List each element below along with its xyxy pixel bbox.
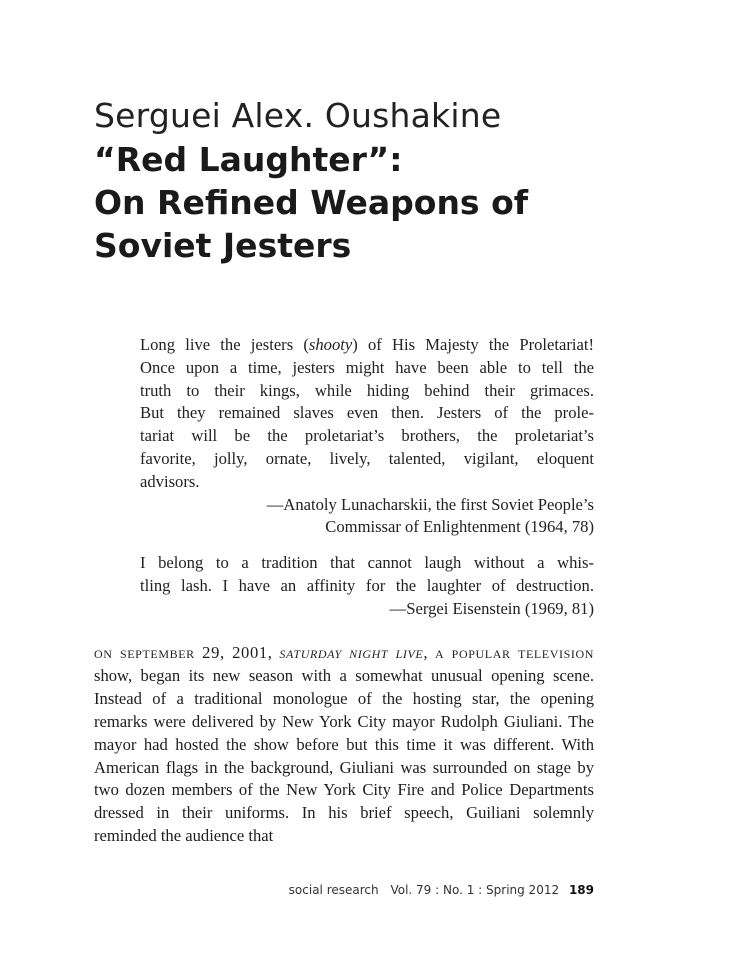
epigraph-line: favorite, jolly, ornate, lively, talented, vigilant, eloquent xyxy=(140,448,594,468)
epigraph-line: tling lash. I have an affinity for the laughter of destruction. xyxy=(140,575,594,595)
body-paragraph xyxy=(94,642,594,848)
epigraph-eisenstein xyxy=(140,552,594,620)
page-footer xyxy=(289,883,594,897)
body-line: remarks were delivered by New York City mayor Rudolph Giuliani. The xyxy=(94,711,594,731)
epigraph-attribution: —Anatoly Lunacharskii, the first Soviet People’s xyxy=(266,494,594,514)
page-number: 189 xyxy=(568,883,594,897)
body-line: Instead of a traditional monologue of the hosting star, the opening xyxy=(94,688,594,708)
volume-info: Vol. 79 : No. 1 : Spring 2012 xyxy=(390,883,560,897)
epigraph-italic-term: shooty xyxy=(308,335,353,354)
epigraph-line: I belong to a tradition that cannot laugh without a whis- xyxy=(140,553,594,572)
epigraph-lunacharskii xyxy=(140,334,594,539)
body-line: mayor had hosted the show before but this time it was different. With xyxy=(94,734,594,754)
epigraph-text: ) of His Majesty the Proletariat! xyxy=(352,335,594,354)
title-line: On Refined Weapons of xyxy=(94,183,529,222)
epigraph-attribution: —Sergei Eisenstein (1969, 81) xyxy=(389,598,594,618)
body-line: reminded the audience that xyxy=(94,826,274,846)
epigraph-text: Long live the jesters ( xyxy=(140,335,309,354)
author-name: Serguei Alex. Oushakine xyxy=(94,96,502,135)
body-line: American flags in the background, Giuliani was surrounded on stage by xyxy=(94,757,594,777)
body-line: show, began its new season with a somewhat unusual opening scene. xyxy=(94,665,594,685)
article-title xyxy=(94,138,674,267)
opening-smallcaps: on september 29, 2001, xyxy=(94,643,273,662)
title-line: Soviet Jesters xyxy=(94,226,352,265)
body-line: dressed in their uniforms. In his brief speech, Guiliani solemnly xyxy=(94,803,594,823)
epigraph-line: advisors. xyxy=(140,471,200,491)
body-line-opening xyxy=(94,642,594,665)
epigraph-line: truth to their kings, while hiding behind their grimaces. xyxy=(140,380,594,400)
epigraph-attribution: Commissar of Enlightenment (1964, 78) xyxy=(325,517,594,537)
body-line: two dozen members of the New York City Fire and Police Departments xyxy=(94,780,594,800)
epigraph-line: But they remained slaves even then. Jesters of the prole- xyxy=(140,403,594,423)
epigraph-line xyxy=(140,334,594,357)
show-title: saturday night live, xyxy=(279,643,429,662)
epigraph-line: tariat will be the proletariat’s brothers, the proletariat’s xyxy=(140,426,594,446)
epigraph-line: Once upon a time, jesters might have been able to tell the xyxy=(140,357,594,377)
journal-name: social research xyxy=(288,883,379,897)
title-line: “Red Laughter”: xyxy=(94,140,403,179)
opening-smallcaps: a popular television xyxy=(434,643,594,662)
